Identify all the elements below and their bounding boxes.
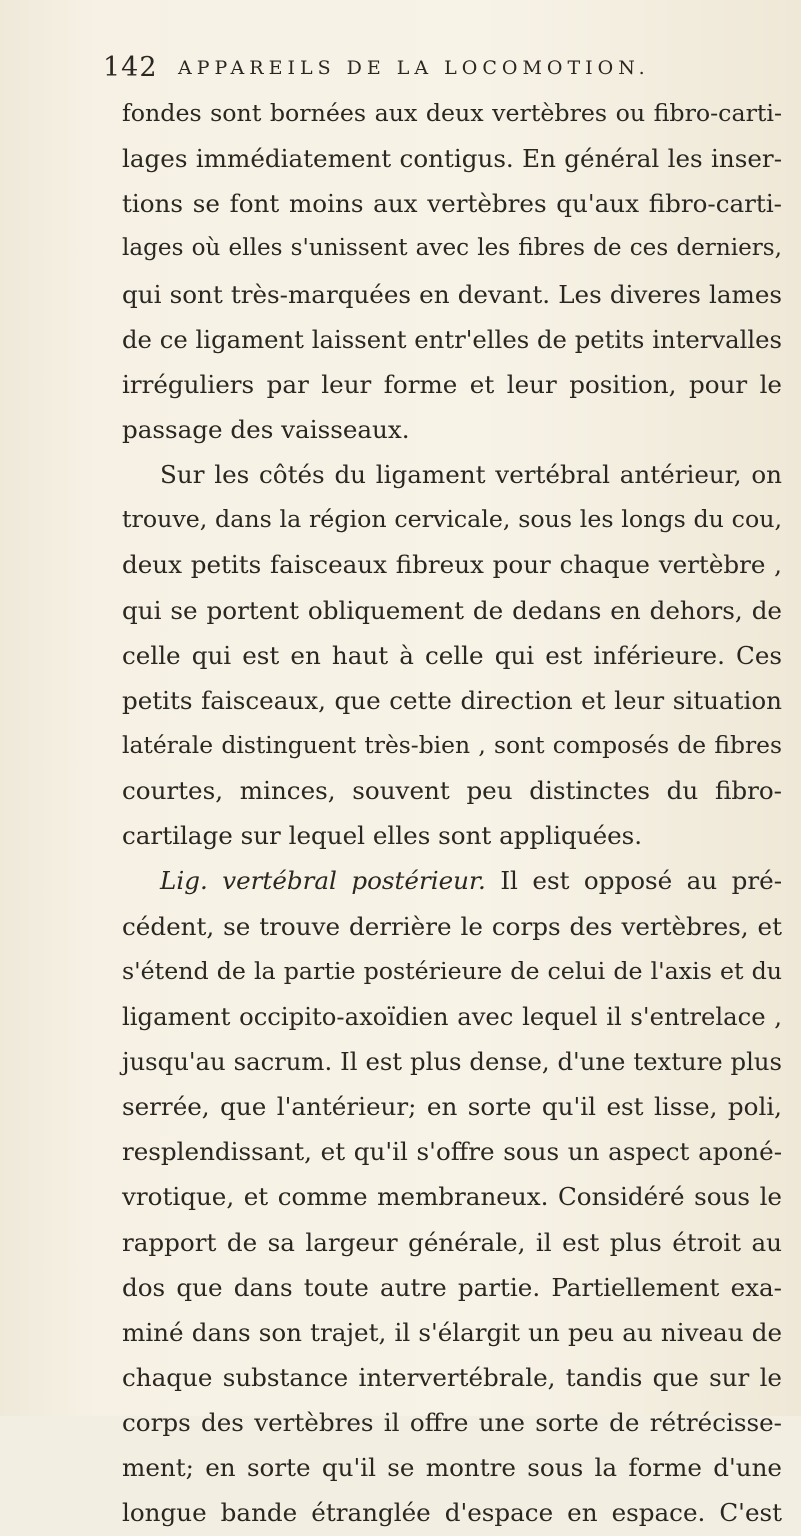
text-line: s'étend de la partie postérieure de celui de l'axis et du <box>122 956 782 985</box>
text-line: celle qui est en haut à celle qui est inférieure. Ces <box>122 640 782 670</box>
text-line: qui se portent obliquement de dedans en dehors, de <box>122 595 782 625</box>
text-line: miné dans son trajet, il s'élargit un peu au niveau de <box>122 1317 782 1347</box>
text-line: vrotique, et comme membraneux. Considéré sous le <box>122 1182 782 1212</box>
text-line: jusqu'au sacrum. Il est plus dense, d'une texture plus <box>122 1046 782 1076</box>
heading-continuation: Il est opposé <box>485 866 687 896</box>
text-line: longue bande étranglée d'espace en espace. C'est <box>122 1498 782 1528</box>
text-line: resplendissant, et qu'il s'offre sous un aspect aponé- <box>122 1137 782 1167</box>
text-line: courtes, minces, souvent peu distinctes du fibro- <box>122 776 782 806</box>
text-line: petits faisceaux, que cette direction et leur situation <box>122 685 782 715</box>
text-line: irréguliers par leur forme et leur position, pour le <box>122 369 782 399</box>
text-line: latérale distinguent très-bien , sont composés de fibres <box>122 730 782 759</box>
text-line: chaque substance intervertébrale, tandis que sur le <box>122 1362 782 1392</box>
text-line: rapport de sa largeur générale, il est plus étroit au <box>122 1227 782 1257</box>
text-line: fondes sont bornées aux deux vertèbres ou fibro-carti- <box>122 99 782 127</box>
text-line: qui sont très-marquées en devant. Les diveres lames <box>122 279 782 309</box>
text-line: corps des vertèbres il offre une sorte de rétrécisse- <box>122 1408 782 1438</box>
running-title: APPAREILS DE LA LOCOMOTION. <box>178 57 650 79</box>
text-line: cartilage sur lequel elles sont appliquées. <box>122 821 643 851</box>
body-text <box>122 91 782 1536</box>
text-line: serrée, que l'antérieur; en sorte qu'il est lisse, poli, <box>122 1092 782 1122</box>
text-line: ment; en sorte qu'il se montre sous la forme d'une <box>122 1453 782 1483</box>
text-line: trouve, dans la région cervicale, sous les longs du cou, <box>122 505 782 534</box>
text-line: deux petits faisceaux fibreux pour chaque vertèbre , <box>122 550 782 580</box>
text-run: au pré- <box>686 866 783 896</box>
text-line: lages où elles s'unissent avec les fibres de ces derniers, <box>122 235 782 262</box>
text-line: tions se font moins aux vertèbres qu'aux fibro-carti- <box>122 189 782 219</box>
text-line: cédent, se trouve derrière le corps des vertèbres, et <box>122 911 782 941</box>
text-line: Sur les côtés du ligament vertébral antérieur, on <box>160 460 782 490</box>
text-line <box>122 858 782 903</box>
section-heading: Lig. vertébral postérieur. <box>160 866 486 896</box>
text-line: dos que dans toute autre partie. Partiellement exa- <box>122 1272 782 1302</box>
running-head <box>103 50 703 86</box>
page-number: 142 <box>103 52 158 83</box>
text-line: passage des vaisseaux. <box>122 414 410 444</box>
text-line: ligament occipito-axoïdien avec lequel il s'entrelace , <box>122 1001 782 1031</box>
text-line: de ce ligament laissent entr'elles de petits intervalles <box>122 324 782 354</box>
text-line: lages immédiatement contigus. En général les inser- <box>122 144 782 174</box>
